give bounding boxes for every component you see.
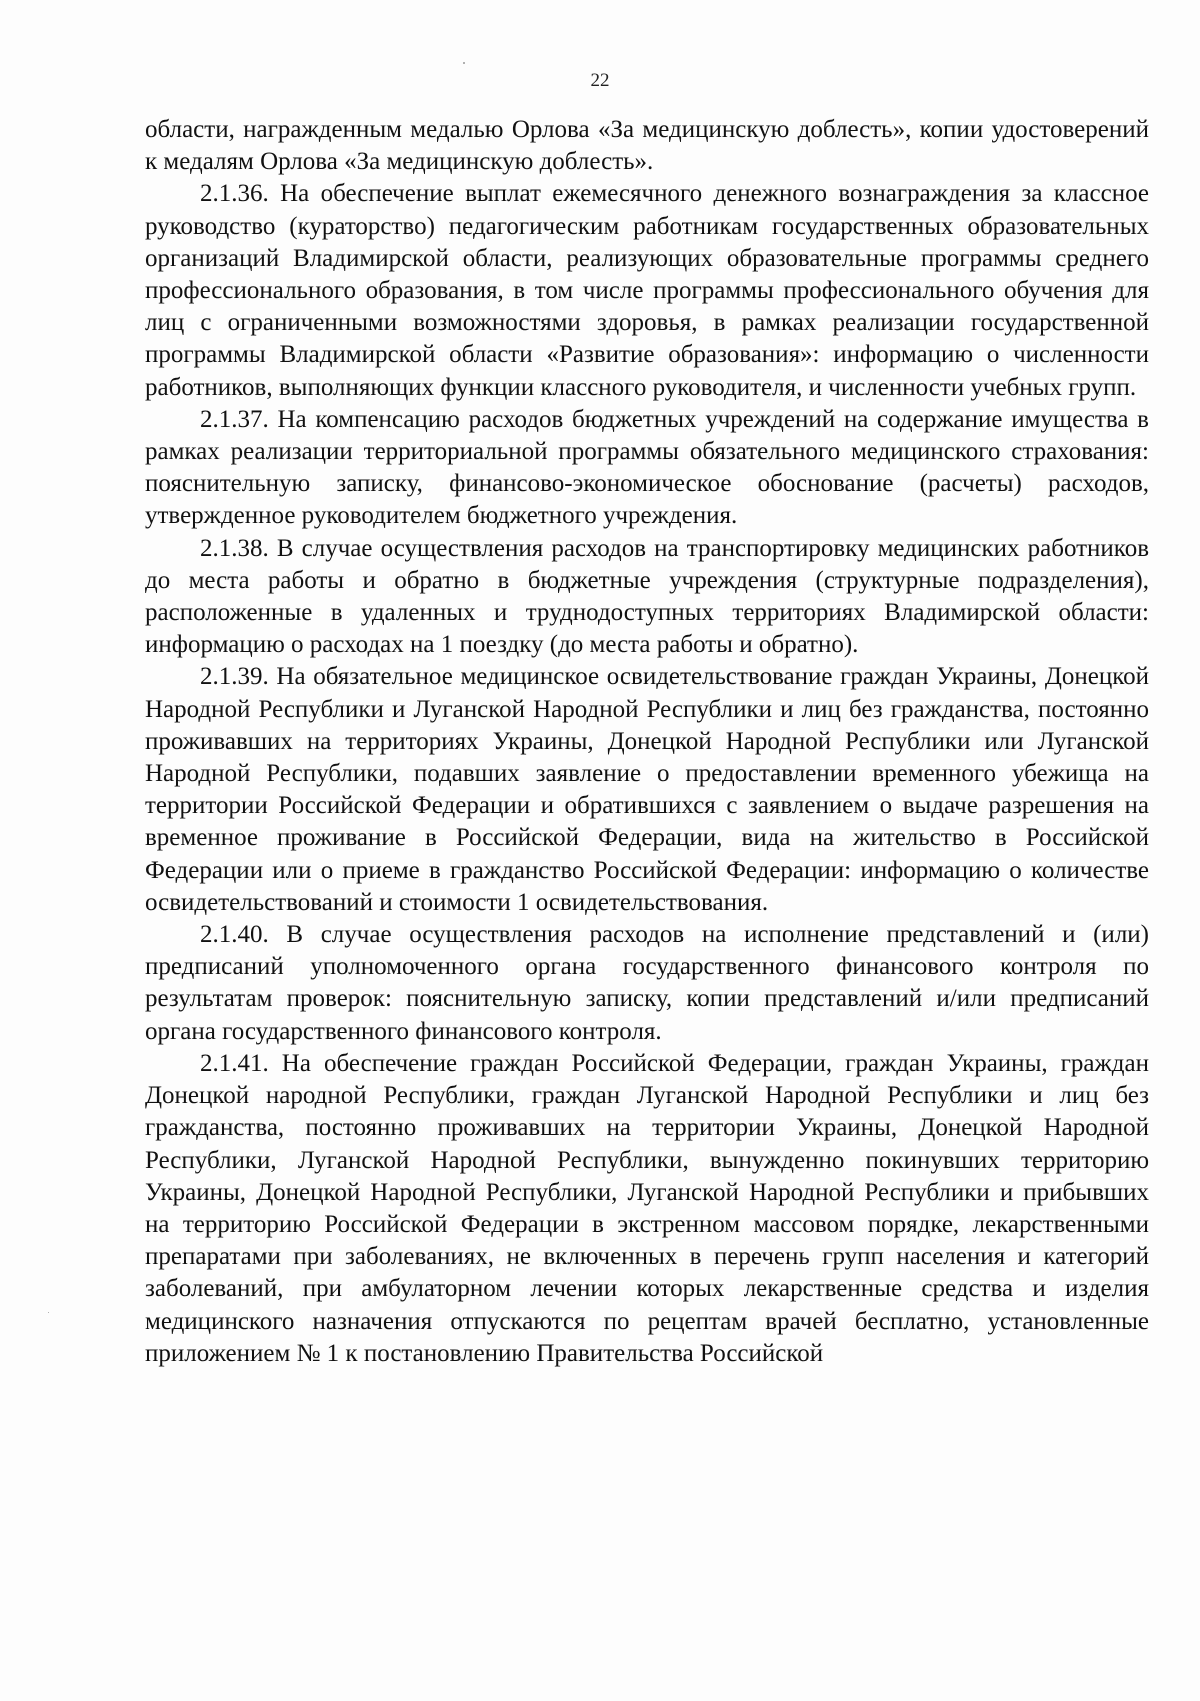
paragraph-continuation: области, награжденным медалью Орлова «За медицинскую доблесть», копии удостоверений к медалям Орлова «За медицинскую доблесть».	[145, 116, 1149, 176]
paragraph-2-1-40: 2.1.40. В случае осуществления расходов на исполнение представлений и (или) предписаний уполномоченного органа государственного финансового контроля по результатам проверок: пояснительную записку, копии представлений и/или предписаний органа государственного финансового контроля.	[145, 921, 1149, 1045]
paragraph-2-1-41: 2.1.41. На обеспечение граждан Российской Федерации, граждан Украины, граждан Донецкой народной Республики, граждан Луганской Народной Республики и лиц без гражданства, постоянно проживавших на территории Украины, Донецкой Народной Республики, Луганской Народной Республики, вынужденно покинувших территорию Украины, Донецкой Народной Республики, Луганской Народной Республики и прибывших на территорию Российской Федерации в экстренном массовом порядке, лекарственными препаратами при заболеваниях, не включенных в перечень групп населения и категорий заболеваний, при амбулаторном лечении которых лекарственные средства и изделия медицинского назначения отпускаются по рецептам врачей бесплатно, установленные приложением № 1 к постановлению Правительства Российской	[145, 1049, 1149, 1367]
scan-speck	[48, 1312, 49, 1313]
paragraph-2-1-36: 2.1.36. На обеспечение выплат ежемесячного денежного вознаграждения за классное руководство (кураторство) педагогическим работникам государственных образовательных организаций Владимирской области, реализующих образовательные программы среднего профессионального образования, в том числе программы профессионального обучения для лиц с ограниченными возможностями здоровья, в рамках реализации государственной программы Владимирской области «Развитие образования»: информацию о численности работников, выполняющих функции классного руководителя, и численности учебных групп.	[145, 180, 1149, 401]
document-body	[145, 114, 1149, 1370]
paragraph-2-1-38: 2.1.38. В случае осуществления расходов на транспортировку медицинских работников до места работы и обратно в бюджетные учреждения (структурные подразделения), расположенные в удаленных и труднодоступных территориях Владимирской области: информацию о расходах на 1 поездку (до места работы и обратно).	[145, 534, 1149, 659]
page-number: 22	[590, 70, 610, 91]
scan-speck	[463, 62, 465, 64]
paragraph-2-1-39: 2.1.39. На обязательное медицинское освидетельствование граждан Украины, Донецкой Народной Республики и Луганской Народной Республики и лиц без гражданства, постоянно проживавших на территориях Украины, Донецкой Народной Республики или Луганской Народной Республики, подавших заявление о предоставлении временного убежища на территории Российской Федерации и обратившихся с заявлением о выдаче разрешения на временное проживание в Российской Федерации, вида на жительство в Российской Федерации или о приеме в гражданство Российской Федерации: информацию о количестве освидетельствований и стоимости 1 освидетельствования.	[145, 663, 1149, 916]
paragraph-2-1-37: 2.1.37. На компенсацию расходов бюджетных учреждений на содержание имущества в рамках реализации территориальной программы обязательного медицинского страхования: пояснительную записку, финансово-экономическое обоснование (расчеты) расходов, утвержденное руководителем бюджетного учреждения.	[145, 405, 1149, 530]
